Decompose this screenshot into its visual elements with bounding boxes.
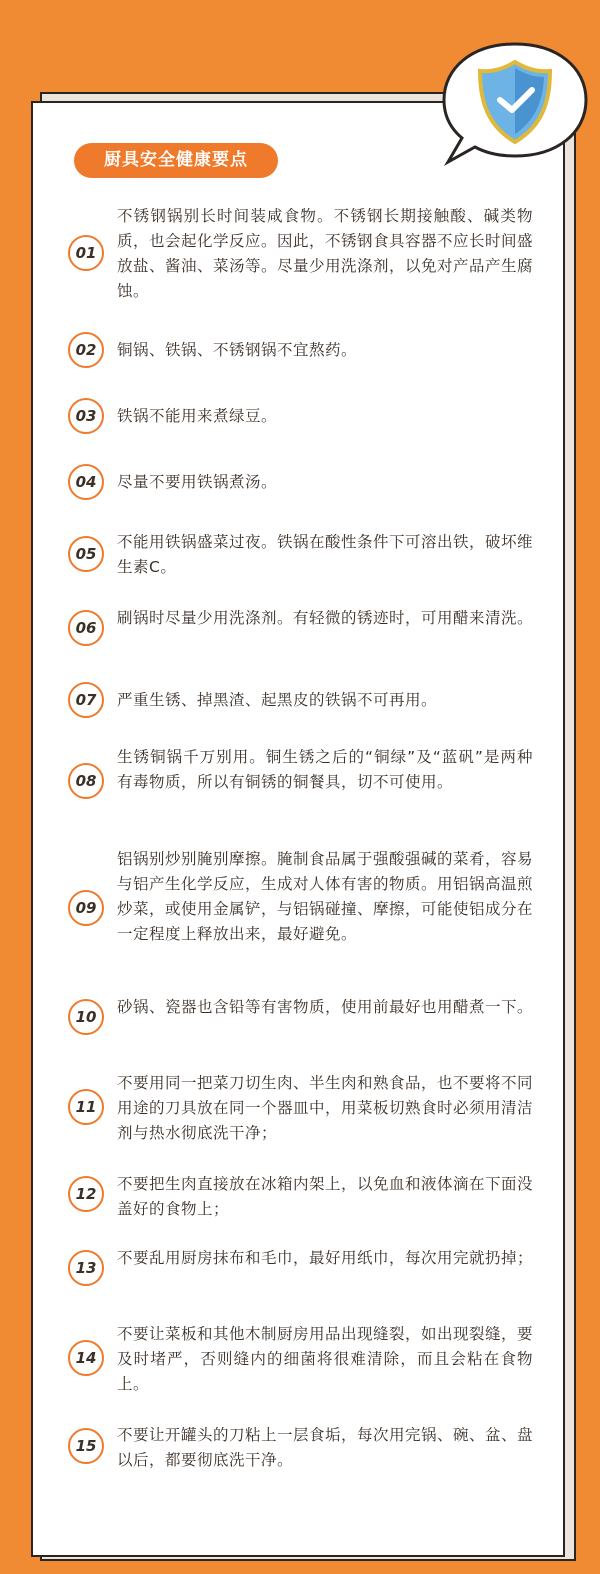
item-number-badge: 01 (68, 235, 104, 271)
item-number-badge: 07 (68, 682, 104, 718)
item-text: 不锈钢锅别长时间装咸食物。不锈钢长期接触酸、碱类物质，也会起化学反应。因此，不锈钢食具容器不应长时间盛放盐、酱油、菜汤等。尽量少用洗涤剂，以免对产品产生腐蚀。 (117, 207, 534, 300)
item-text: 铁锅不能用来煮绿豆。 (117, 407, 278, 425)
item-number-badge: 14 (68, 1340, 104, 1376)
item-number-badge: 02 (68, 332, 104, 368)
item-text: 铝锅别炒别腌别摩擦。腌制食品属于强酸强碱的菜肴，容易与铝产生化学反应，生成对人体有害的物质。用铝锅高温煎炒菜，或使用金属铲，与铝锅碰撞、摩擦，可能使铝成分在一定程度上释放出来，最好避免。 (117, 850, 534, 943)
item-text: 不要用同一把菜刀切生肉、半生肉和熟食品，也不要将不同用途的刀具放在同一个器皿中，用菜板切熟食时必须用清洁剂与热水彻底洗干净； (117, 1074, 534, 1142)
item-number-badge: 05 (68, 536, 104, 572)
shield-badge-icon (440, 38, 590, 168)
item-text: 尽量不要用铁锅煮汤。 (117, 473, 278, 491)
item-text: 不要让菜板和其他木制厨房用品出现缝裂，如出现裂缝，要及时堵严，否则缝内的细菌将很难清除，而且会粘在食物上。 (117, 1325, 534, 1393)
item-number-badge: 15 (68, 1428, 104, 1464)
item-text: 严重生锈、掉黑渣、起黑皮的铁锅不可再用。 (117, 691, 438, 709)
item-number-badge: 08 (68, 763, 104, 799)
item-number-badge: 03 (68, 398, 104, 434)
item-text: 砂锅、瓷器也含铅等有害物质，使用前最好也用醋煮一下。 (117, 998, 534, 1016)
item-number-badge: 13 (68, 1250, 104, 1286)
item-text: 不要乱用厨房抹布和毛巾，最好用纸巾，每次用完就扔掉； (117, 1249, 534, 1267)
item-text: 生锈铜锅千万别用。铜生锈之后的“铜绿”及“蓝矾”是两种有毒物质，所以有铜锈的铜餐具，切不可使用。 (117, 748, 533, 791)
item-number-badge: 12 (68, 1176, 104, 1212)
item-text: 不要让开罐头的刀粘上一层食垢，每次用完锅、碗、盆、盘以后，都要彻底洗干净。 (117, 1426, 534, 1469)
item-number-badge: 10 (68, 999, 104, 1035)
item-text: 不要把生肉直接放在冰箱内架上，以免血和液体滴在下面没盖好的食物上； (117, 1175, 534, 1218)
item-number-badge: 09 (68, 890, 104, 926)
section-title: 厨具安全健康要点 (74, 143, 278, 178)
item-number-badge: 06 (68, 610, 104, 646)
item-text: 铜锅、铁锅、不锈钢锅不宜熬药。 (117, 341, 358, 359)
item-text: 不能用铁锅盛菜过夜。铁锅在酸性条件下可溶出铁，破坏维生素C。 (117, 533, 534, 576)
item-number-badge: 04 (68, 464, 104, 500)
item-text: 刷锅时尽量少用洗涤剂。有轻微的锈迹时，可用醋来清洗。 (117, 609, 534, 627)
item-number-badge: 11 (68, 1089, 104, 1125)
